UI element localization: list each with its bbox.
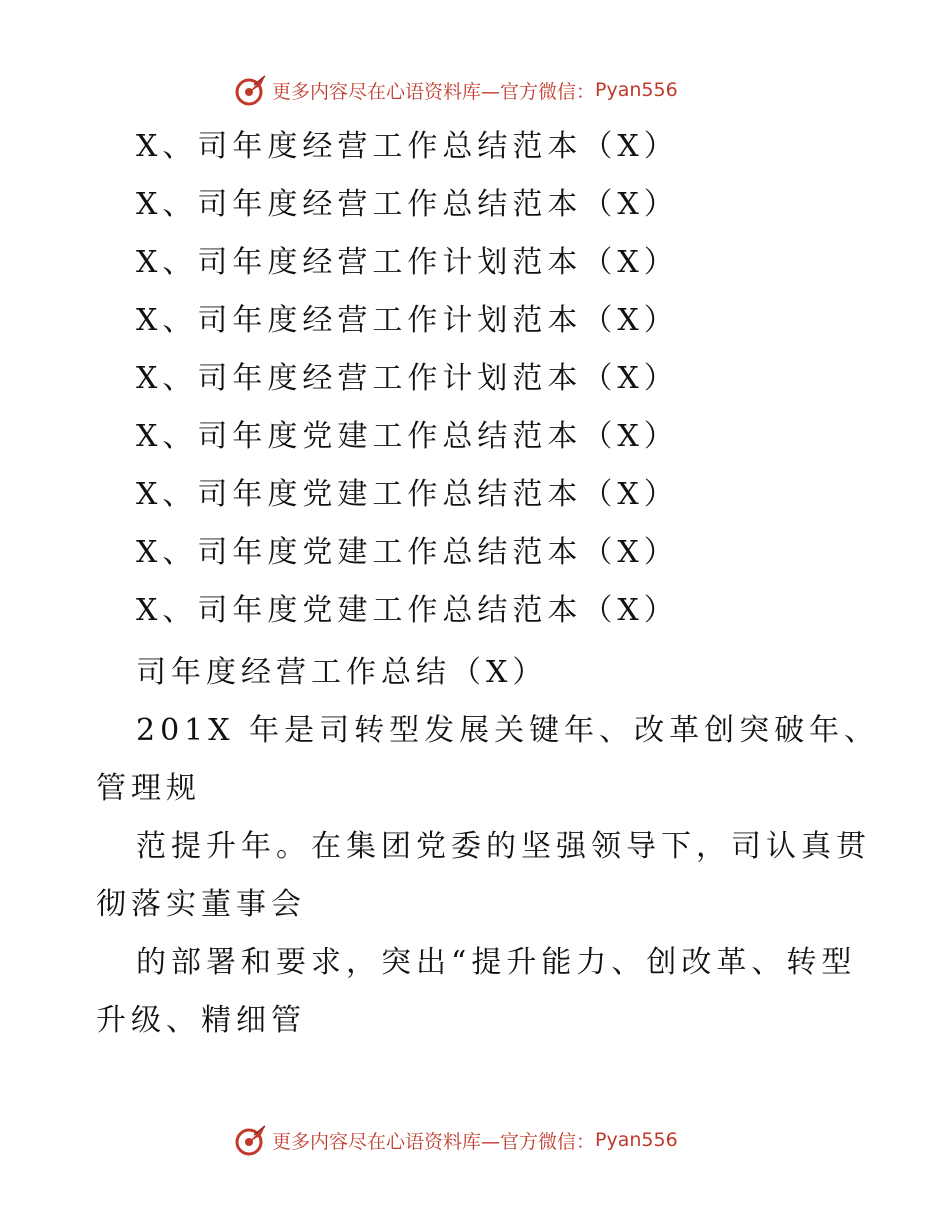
paragraph-line: 升级、精细管: [96, 1003, 306, 1038]
toc-list: [136, 118, 679, 640]
paragraph: [96, 934, 856, 1050]
paragraph-line: 范提升年。在集团党委的坚强领导下，司认真贯: [136, 829, 871, 864]
toc-item: X、司年度党建工作总结范本（X）: [136, 593, 679, 628]
watermark-text: 更多内容尽在心语资料库—官方微信：: [272, 1130, 596, 1153]
paragraph-line: 201X 年是司转型发展关键年、改革创突破年、: [136, 713, 880, 748]
paragraph: [96, 818, 871, 934]
toc-item: X、司年度经营工作总结范本（X）: [136, 129, 679, 164]
toc-item: X、司年度经营工作计划范本（X）: [136, 303, 679, 338]
watermark-text: 更多内容尽在心语资料库—官方微信：: [272, 80, 596, 103]
paragraph: [96, 702, 880, 818]
watermark-wechat-id: Pyan556: [595, 79, 678, 101]
paragraph-line: 管理规: [96, 771, 201, 806]
paragraph-line: 彻落实董事会: [96, 887, 306, 922]
toc-item: X、司年度党建工作总结范本（X）: [136, 419, 679, 454]
footer-watermark: [234, 1122, 678, 1158]
document-body: [96, 702, 880, 1050]
quill-circle-logo-icon: [234, 73, 268, 107]
toc-item: X、司年度经营工作计划范本（X）: [136, 361, 679, 396]
toc-item: X、司年度党建工作总结范本（X）: [136, 535, 679, 570]
document-title: 司年度经营工作总结（X）: [136, 655, 548, 690]
toc-item: X、司年度党建工作总结范本（X）: [136, 477, 679, 512]
header-watermark: [234, 72, 678, 108]
paragraph-line: 的部署和要求，突出“提升能力、创改革、转型: [136, 945, 857, 980]
quill-circle-logo-icon: [234, 1123, 268, 1157]
watermark-wechat-id: Pyan556: [595, 1129, 678, 1151]
toc-item: X、司年度经营工作总结范本（X）: [136, 187, 679, 222]
toc-item: X、司年度经营工作计划范本（X）: [136, 245, 679, 280]
